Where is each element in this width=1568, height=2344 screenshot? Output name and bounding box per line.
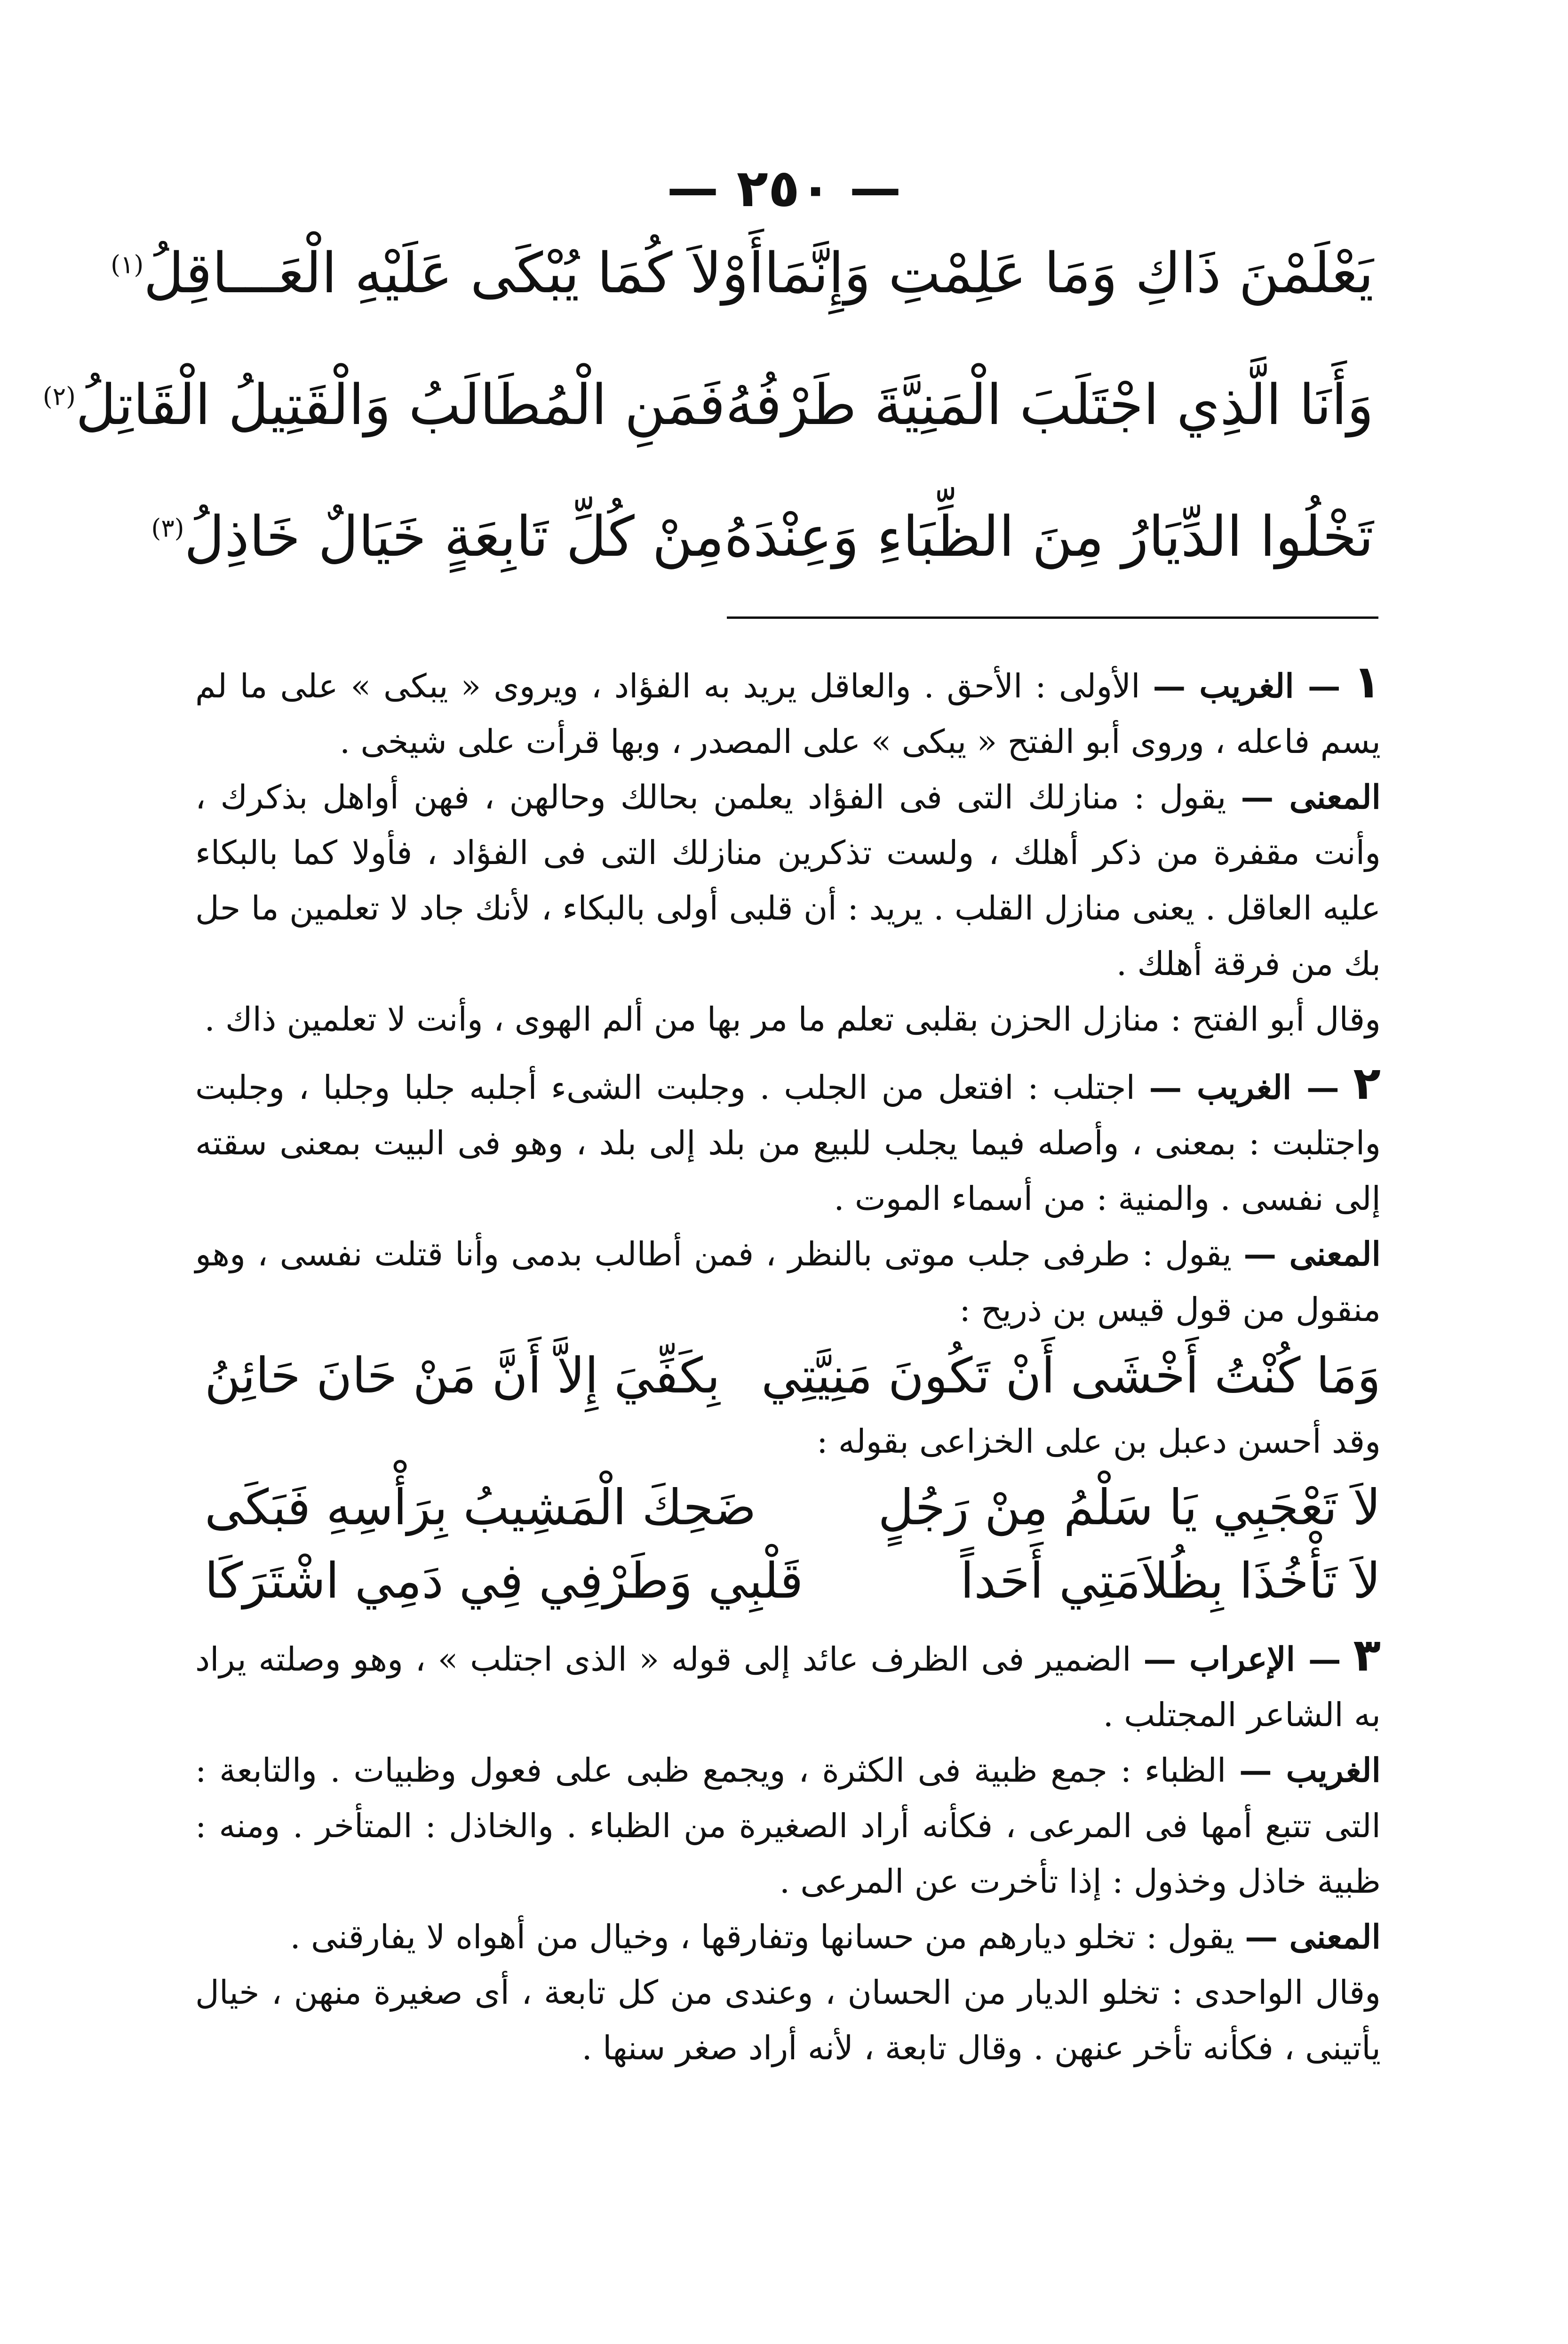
note-3-mana-text: يقول : تخلو ديارهم من حسانها وتفارقها ، وخيال من أهواه لا يفارقنى . xyxy=(290,1918,1234,1956)
note-3-irab-label: — الإعراب — xyxy=(1143,1640,1341,1679)
verse-3-second-text: مِنْ كُلِّ تَابِعَةٍ خَيَالٌ خَاذِلُ xyxy=(184,504,724,569)
note-2-dibil-intro: وقد أحسن دعبل بن على الخزاعى بقوله : xyxy=(817,1422,1381,1461)
verse-2-second-hemistich xyxy=(43,372,725,437)
quoted-verse-qays-second: بِكَفِّيَ إِلاَّ أَنَّ مَنْ حَانَ حَائِنُ xyxy=(205,1347,720,1404)
note-1-mana-label: المعنى — xyxy=(1241,777,1381,816)
verse-1-second-hemistich xyxy=(111,240,764,305)
note-3-irab xyxy=(195,1627,1381,1743)
note-2-mana-text: يقول : طرفى جلب موتى بالنظر ، فمن أطالب بدمى وأنا قتلت نفسى ، وهو منقول من قول قيس بن ذريح : xyxy=(195,1235,1381,1329)
footnote-marker-1: (١) xyxy=(111,250,144,280)
note-2-mana xyxy=(195,1226,1381,1337)
note-1-gharib xyxy=(195,654,1381,769)
note-3-gharib-label: الغريب — xyxy=(1239,1751,1381,1790)
quoted-verse-dibil-2-second: قَلْبِي وَطَرْفِي فِي دَمِي اشْتَرَكَا xyxy=(205,1552,804,1609)
note-1-gharib-text: الأولى : الأحق . والعاقل يريد به الفؤاد ، ويروى « يبكى » على ما لم يسم فاعله ، وروى أبو الفتح « يبكى » على المصدر ، وبها قرأت على شيخى . xyxy=(195,667,1381,761)
note-3-wahidi: وقال الواحدى : تخلو الديار من الحسان ، وعندى من كل تابعة ، أى صغيرة منهن ، خيال يأتينى ، فكأنه تأخر عنهن . وقال تابعة ، لأنه أراد صغر سنها . xyxy=(195,1973,1381,2067)
note-3-number: ٣ xyxy=(1353,1629,1381,1681)
note-3-irab-text: الضمير فى الظرف عائد إلى قوله « الذى اجتلب » ، وهو وصلته يراد به الشاعر المجتلب . xyxy=(195,1640,1381,1734)
verse-3-second-hemistich xyxy=(151,504,724,569)
footnote-marker-3: (٣) xyxy=(151,513,184,543)
note-1-mana-text: يقول : منازلك التى فى الفؤاد يعلمن بحالك وحالهن ، فهن أواهل بذكرك ، وأنت مقفرة من ذكر أهلك ، ولست تذكرين منازلك التى فى الفؤاد ، فأولا كما بالبكاء عليه العاقل . يعنى منازل القلب . يريد : أن قلبى أولى بالبكاء ، لأنك جاد لا تعلمين ما حل بك من فرقة أهلك . xyxy=(195,778,1381,983)
quoted-verse-dibil-2 xyxy=(205,1545,1381,1616)
verse-2-first-hemistich: وَأَنَا الَّذِي اجْتَلَبَ الْمَنِيَّةَ طَرْفُهُ xyxy=(725,372,1374,437)
quoted-verse-dibil-1-first: لاَ تَعْجَبِي يَا سَلْمُ مِنْ رَجُلٍ xyxy=(878,1479,1381,1536)
note-3-gharib-text: الظباء : جمع ظبية فى الكثرة ، ويجمع ظبى على فعول وظبيات . والتابعة : التى تتبع أمها فى المرعى ، فكأنه أراد الصغيرة من الظباء . والخاذل : المتأخر . ومنه : ظبية خاذل وخذول : إذا تأخرت عن المرعى . xyxy=(195,1751,1381,1901)
quoted-verse-qays-first: وَمَا كُنْتُ أَخْشَى أَنْ تَكُونَ مَنِيَّتِي xyxy=(761,1347,1381,1404)
verse-line-1 xyxy=(111,226,1374,320)
note-2-mana-label: المعنى — xyxy=(1243,1234,1381,1273)
note-2-gharib-text: اجتلب : افتعل من الجلب . وجلبت الشىء أجلبه جلبا وجلبا ، وجلبت واجتلبت : بمعنى ، وأصله فيما يجلب للبيع من بلد إلى بلد ، وهو فى البيت بمعنى سقته إلى نفسى . والمنية : من أسماء الموت . xyxy=(195,1068,1381,1218)
verse-2-second-text: فَمَنِ الْمُطَالَبُ وَالْقَتِيلُ الْقَاتِلُ xyxy=(75,372,725,437)
note-3-mana xyxy=(195,1909,1381,1965)
verse-line-3 xyxy=(151,489,1374,584)
footnote-divider xyxy=(727,616,1378,619)
verse-3-first-hemistich: تَخْلُوا الدِّيَارُ مِنَ الظِّبَاءِ وَعِنْدَهُ xyxy=(724,504,1374,569)
commentary xyxy=(195,654,1381,2076)
note-2-gharib-label: — الغريب — xyxy=(1149,1068,1339,1107)
note-2-number: ٢ xyxy=(1353,1057,1381,1110)
quoted-verse-dibil-1-second: ضَحِكَ الْمَشِيبُ بِرَأْسِهِ فَبَكَى xyxy=(205,1479,756,1536)
note-2-gharib xyxy=(195,1056,1381,1226)
note-3-gharib xyxy=(195,1743,1381,1909)
verse-line-2 xyxy=(42,358,1374,452)
quoted-verse-dibil-2-first: لاَ تَأْخُذَا بِظُلاَمَتِي أَحَداً xyxy=(960,1552,1381,1609)
note-1-mana xyxy=(195,769,1381,992)
verse-1-first-hemistich: يَعْلَمْنَ ذَاكِ وَمَا عَلِمْتِ وَإِنَّمَا xyxy=(764,240,1374,305)
footnote-marker-2: (٢) xyxy=(42,382,76,411)
verse-1-second-text: أَوْلاَ كُمَا يُبْكَى عَلَيْهِ الْعَـــاقِلُ xyxy=(143,240,764,305)
note-1-number: ١ xyxy=(1353,656,1381,708)
note-3-mana-label: المعنى — xyxy=(1245,1917,1381,1956)
quoted-verse-qays xyxy=(205,1340,1381,1411)
note-1-gharib-label: — الغريب — xyxy=(1153,666,1341,705)
note-1-abu-alfath: وقال أبو الفتح : منازل الحزن بقلبى تعلم ما مر بها من ألم الهوى ، وأنت لا تعلمين ذاك . xyxy=(204,1000,1381,1039)
quoted-verse-dibil-1 xyxy=(205,1472,1381,1543)
page-number: — ٢٥٠ — xyxy=(667,158,901,218)
